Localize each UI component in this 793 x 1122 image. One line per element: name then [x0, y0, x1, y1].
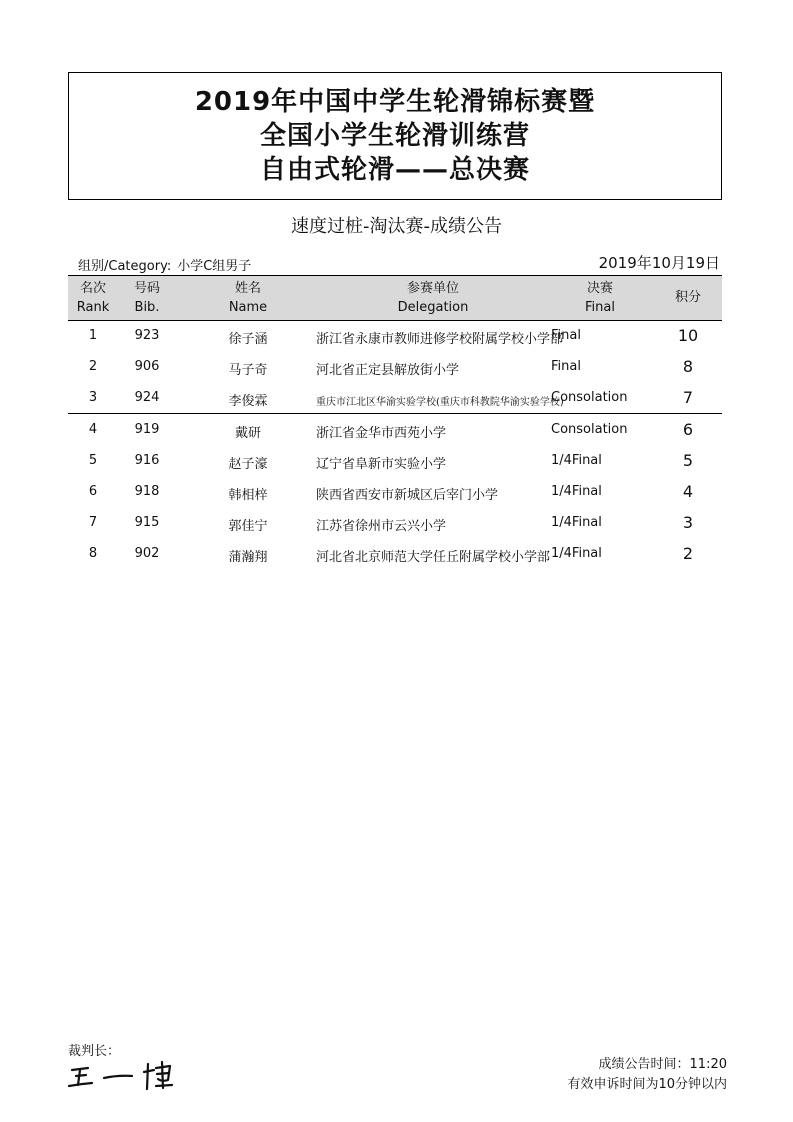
col-name-zh: 姓名 [234, 281, 261, 296]
table-row [68, 382, 722, 413]
col-bib [122, 279, 172, 317]
table-row [68, 414, 722, 445]
col-final-en: Final [585, 300, 615, 315]
footer-notes [567, 1055, 727, 1095]
col-final [565, 279, 635, 317]
cell-name: 蒲瀚翔 [228, 550, 268, 565]
referee-signature-icon [66, 1058, 176, 1092]
table-row [68, 476, 722, 507]
cell-rank: 7 [88, 515, 98, 530]
table-row [68, 538, 722, 569]
table-row [68, 507, 722, 538]
cell-rank: 6 [88, 484, 98, 499]
col-rank-zh: 名次 [79, 281, 106, 296]
cell-delegation: 辽宁省阜新市实验小学 [316, 457, 447, 472]
category [78, 255, 257, 274]
col-bib-en: Bib. [134, 300, 160, 315]
cell-final: 1/4Final [551, 515, 602, 530]
page-subtitle: 速度过桩-淘汰赛-成绩公告 [291, 216, 502, 237]
col-bib-zh: 号码 [133, 281, 160, 296]
table-row [68, 445, 722, 476]
cell-score: 3 [682, 513, 694, 532]
cell-bib: 902 [134, 546, 160, 561]
meta-row [68, 252, 722, 274]
title-line-3: 自由式轮滑——总决赛 [259, 155, 530, 185]
cell-score: 4 [682, 482, 694, 501]
col-delegation-en: Delegation [397, 300, 469, 315]
cell-bib: 923 [134, 328, 160, 343]
cell-final: Final [551, 359, 581, 374]
title-line-1: 2019年中国中学生轮滑锦标赛暨 [194, 87, 596, 117]
category-label: 组别/Category: [78, 259, 172, 274]
cell-final: 1/4Final [551, 546, 602, 561]
cell-delegation: 浙江省永康市教师进修学校附属学校小学部 [316, 332, 564, 347]
cell-name: 赵子濠 [228, 457, 268, 472]
cell-bib: 906 [134, 359, 160, 374]
cell-bib: 924 [134, 390, 160, 405]
col-final-zh: 决赛 [586, 281, 613, 296]
cell-bib: 916 [134, 453, 160, 468]
cell-final: Final [551, 328, 581, 343]
cell-name: 李俊霖 [228, 394, 268, 409]
cell-score: 10 [677, 326, 699, 345]
col-name-en: Name [228, 300, 268, 315]
title-box [68, 72, 722, 200]
appeal-note: 有效申诉时间为10分钟以内 [567, 1077, 727, 1092]
table-header [68, 276, 722, 320]
col-delegation-zh: 参赛单位 [406, 281, 459, 296]
cell-rank: 5 [88, 453, 98, 468]
cell-bib: 918 [134, 484, 160, 499]
cell-rank: 8 [88, 546, 98, 561]
cell-delegation: 重庆市江北区华渝实验学校(重庆市科教院华渝实验学校) [316, 397, 564, 408]
category-value: 小学C组男子 [177, 259, 252, 274]
cell-delegation: 浙江省金华市西苑小学 [316, 426, 447, 441]
title-line-2: 全国小学生轮滑训练营 [259, 121, 530, 151]
referee-label: 裁判长： [68, 1044, 121, 1059]
cell-rank: 4 [88, 422, 98, 437]
results-table [68, 320, 722, 569]
cell-name: 马子奇 [228, 363, 268, 378]
cell-score: 7 [682, 388, 694, 407]
col-score [664, 288, 712, 307]
cell-score: 8 [682, 357, 694, 376]
date: 2019年10月19日 [598, 254, 720, 272]
col-name [208, 279, 288, 317]
table-row [68, 351, 722, 382]
cell-final: 1/4Final [551, 484, 602, 499]
cell-bib: 915 [134, 515, 160, 530]
cell-delegation: 河北省北京师范大学任丘附属学校小学部 [316, 550, 551, 565]
cell-bib: 919 [134, 422, 160, 437]
cell-name: 戴研 [234, 426, 261, 441]
cell-score: 2 [682, 544, 694, 563]
cell-name: 韩相梓 [228, 488, 268, 503]
cell-final: Consolation [551, 390, 628, 405]
cell-name: 徐子涵 [228, 332, 268, 347]
cell-rank: 3 [88, 390, 98, 405]
cell-rank: 1 [88, 328, 98, 343]
announce-time: 成绩公告时间：11:20 [598, 1057, 727, 1072]
col-rank [68, 279, 118, 317]
cell-rank: 2 [88, 359, 98, 374]
col-rank-en: Rank [76, 300, 110, 315]
cell-final: Consolation [551, 422, 628, 437]
cell-score: 5 [682, 451, 694, 470]
cell-delegation: 陕西省西安市新城区后宰门小学 [316, 488, 499, 503]
cell-score: 6 [682, 420, 694, 439]
cell-delegation: 河北省正定县解放街小学 [316, 363, 460, 378]
cell-name: 郭佳宁 [228, 519, 268, 534]
cell-delegation: 江苏省徐州市云兴小学 [316, 519, 447, 534]
col-score-zh: 积分 [674, 290, 701, 305]
col-delegation [368, 279, 498, 317]
table-row [68, 320, 722, 351]
cell-final: 1/4Final [551, 453, 602, 468]
